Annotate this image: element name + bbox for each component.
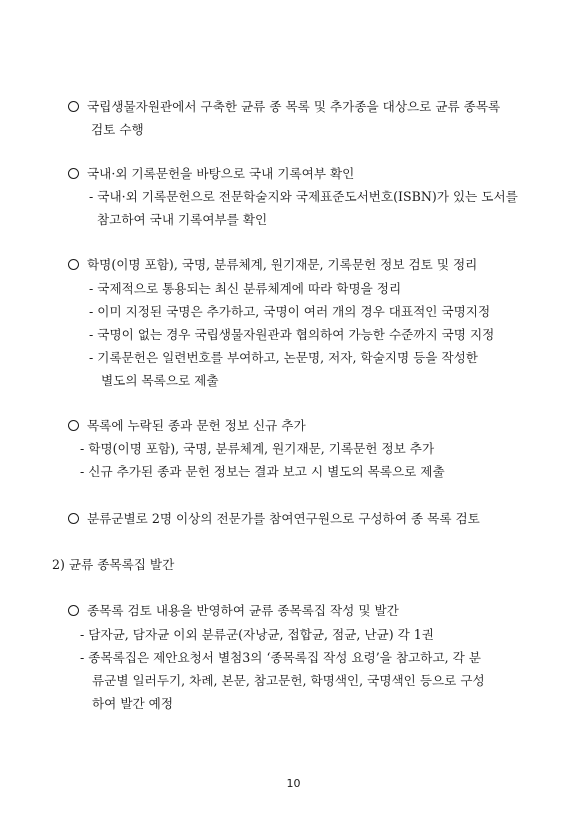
- sub-item-text: 국내·외 기록문헌으로 전문학술지와 국제표준도서번호(ISBN)가 있는 도서를: [97, 189, 518, 204]
- circle-bullet-icon: [68, 513, 79, 524]
- dash-marker: -: [80, 627, 85, 642]
- sub-item: [80, 650, 481, 666]
- dash-marker: -: [89, 304, 94, 319]
- sub-item-continuation: 하여 발간 예정: [92, 696, 173, 711]
- circle-bullet-icon: [68, 101, 79, 112]
- sub-item: [89, 304, 490, 320]
- dash-marker: -: [89, 189, 94, 204]
- sub-item-text: 이미 지정된 국명은 추가하고, 국명이 여러 개의 경우 대표적인 국명지정: [97, 304, 491, 319]
- circle-bullet-icon: [68, 420, 79, 431]
- dash-marker: -: [80, 464, 85, 479]
- sub-item-text: 종목록집은 제안요청서 별첨3의 ‘종목록집 작성 요령’을 참고하고, 각 분: [88, 650, 481, 665]
- sub-item: [89, 189, 518, 205]
- dash-marker: -: [89, 350, 94, 365]
- sub-item: [89, 281, 401, 297]
- sub-item: [80, 464, 445, 480]
- sub-item-continuation: 류군별 일러두기, 차례, 본문, 참고문헌, 학명색인, 국명색인 등으로 구성: [92, 673, 485, 688]
- bullet-item: [68, 257, 477, 273]
- bullet-item: [68, 166, 354, 182]
- bullet-text: 국내·외 기록문헌을 바탕으로 국내 기록여부 확인: [87, 166, 355, 181]
- bullet-continuation: 검토 수행: [91, 122, 144, 137]
- dash-marker: -: [89, 327, 94, 342]
- sub-item-text: 기록문헌은 일련번호를 부여하고, 논문명, 저자, 학술지명 등을 작성한: [97, 350, 478, 365]
- dash-marker: -: [80, 650, 85, 665]
- sub-item-text: 신규 추가된 종과 문헌 정보는 결과 보고 시 별도의 목록으로 제출: [88, 464, 445, 479]
- sub-item: [89, 327, 494, 343]
- page-number: 10: [286, 777, 301, 790]
- sub-item-text: 학명(이명 포함), 국명, 분류체계, 원기재문, 기록문헌 정보 추가: [88, 441, 435, 456]
- sub-item-text: 국제적으로 통용되는 최신 분류체계에 따라 학명을 정리: [97, 281, 402, 296]
- sub-item: [80, 441, 434, 457]
- sub-item-text: 국명이 없는 경우 국립생물자원관과 협의하여 가능한 수준까지 국명 지정: [97, 327, 495, 342]
- sub-item-text: 담자균, 담자균 이외 분류군(자낭균, 접합균, 점균, 난균) 각 1권: [88, 627, 434, 642]
- bullet-item: [68, 418, 306, 434]
- bullet-text: 국립생물자원관에서 구축한 균류 종 목록 및 추가종을 대상으로 균류 종목록: [87, 99, 501, 114]
- sub-item-continuation: 참고하여 국내 기록여부를 확인: [97, 212, 268, 227]
- bullet-item: [68, 511, 480, 527]
- circle-bullet-icon: [68, 168, 79, 179]
- section-heading: 2) 균류 종목록집 발간: [52, 557, 175, 572]
- sub-item-continuation: 별도의 목록으로 제출: [101, 373, 219, 388]
- bullet-text: 학명(이명 포함), 국명, 분류체계, 원기재문, 기록문헌 정보 검토 및 정리: [87, 257, 478, 272]
- bullet-text: 목록에 누락된 종과 문헌 정보 신규 추가: [87, 418, 306, 433]
- sub-item: [89, 350, 478, 366]
- dash-marker: -: [89, 281, 94, 296]
- dash-marker: -: [80, 441, 85, 456]
- bullet-item: [68, 99, 500, 115]
- bullet-item: [68, 603, 399, 619]
- circle-bullet-icon: [68, 605, 79, 616]
- bullet-text: 분류군별로 2명 이상의 전문가를 참여연구원으로 구성하여 종 목록 검토: [87, 511, 480, 526]
- circle-bullet-icon: [68, 259, 79, 270]
- bullet-text: 종목록 검토 내용을 반영하여 균류 종목록집 작성 및 발간: [87, 603, 399, 618]
- sub-item: [80, 627, 434, 643]
